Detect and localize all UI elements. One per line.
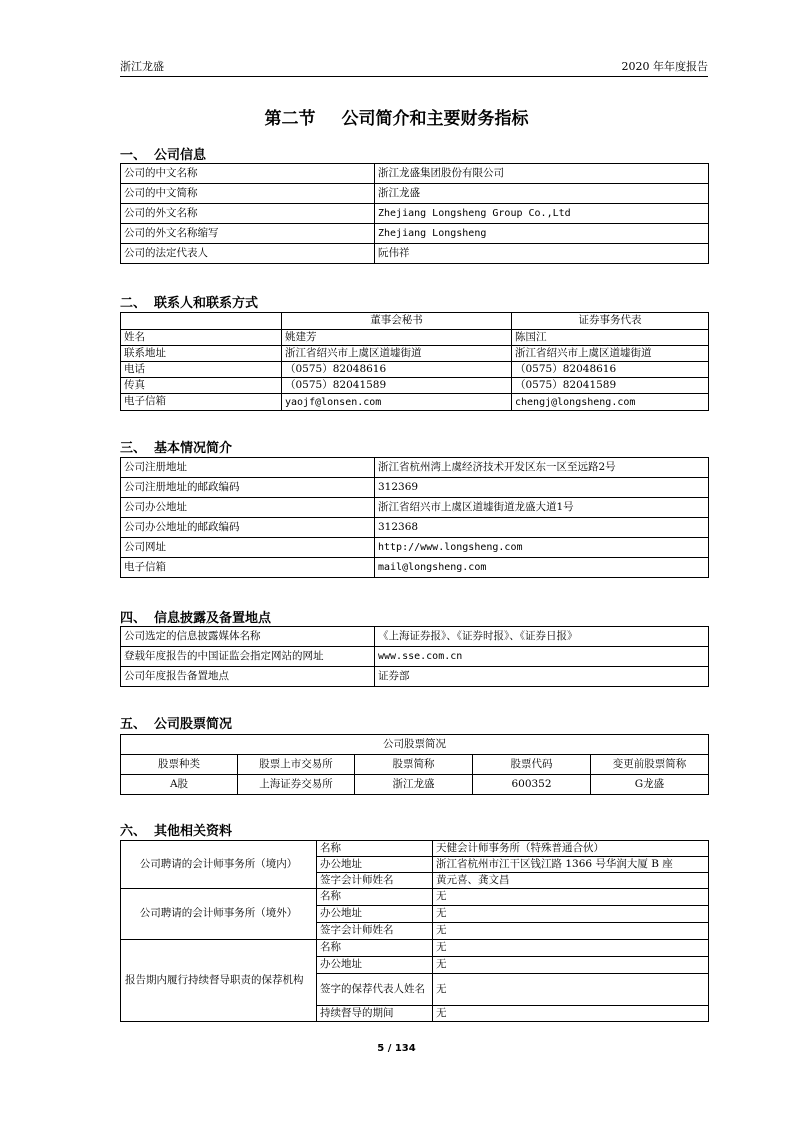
table-row: 姓名 姚建芳 陈国江 xyxy=(121,330,709,346)
heading-disclosure: 四、 信息披露及备置地点 xyxy=(120,611,272,626)
header-report-title: 2020 年年度报告 xyxy=(621,60,708,73)
section-title xyxy=(0,104,793,129)
table-row: 办公地址 无 xyxy=(121,957,709,974)
header-company: 浙江龙盛 xyxy=(120,60,164,73)
table-row: 公司的法定代表人 阮伟祥 xyxy=(121,244,709,264)
heading-stock: 五、 公司股票简况 xyxy=(120,717,233,732)
table-row: 公司的外文名称 Zhejiang Longsheng Group Co.,Ltd xyxy=(121,204,709,224)
page-number: 5 / 134 xyxy=(377,1043,416,1054)
stock-table xyxy=(120,734,709,795)
heading-other-info: 六、 其他相关资料 xyxy=(120,824,233,839)
table-row: 公司聘请的会计师事务所（境外） 名称 无 xyxy=(121,889,709,906)
table-row: 公司办公地址的邮政编码 312368 xyxy=(121,518,709,538)
contacts-table xyxy=(120,312,709,411)
table-row: 传真 （0575）82041589 （0575）82041589 xyxy=(121,378,709,394)
table-row: 公司年度报告备置地点 证券部 xyxy=(121,667,709,687)
table-title-row: 公司股票简况 xyxy=(121,735,709,755)
table-row: 办公地址 无 xyxy=(121,906,709,923)
heading-company-info: 一、 公司信息 xyxy=(120,148,207,163)
section-number: 第二节 xyxy=(264,109,316,129)
table-row: 办公地址 浙江省杭州市江干区钱江路 1366 号华润大厦 B 座 xyxy=(121,857,709,873)
page-header xyxy=(120,56,708,77)
table-row: 报告期内履行持续督导职责的保荐机构 名称 无 xyxy=(121,940,709,957)
table-row: 电子信箱 mail@longsheng.com xyxy=(121,558,709,578)
section-name: 公司简介和主要财务指标 xyxy=(341,109,529,129)
table-row: 签字会计师姓名 无 xyxy=(121,923,709,940)
table-row: 公司的外文名称缩写 Zhejiang Longsheng xyxy=(121,224,709,244)
heading-contacts: 二、 联系人和联系方式 xyxy=(120,296,259,311)
table-row: 签字会计师姓名 黄元喜、龚文昌 xyxy=(121,873,709,889)
table-row: 持续督导的期间 无 xyxy=(121,1006,709,1022)
table-row: 联系地址 浙江省绍兴市上虞区道墟街道 浙江省绍兴市上虞区道墟街道 xyxy=(121,346,709,362)
basic-info-table xyxy=(120,457,709,578)
company-info-table xyxy=(120,163,709,264)
table-row: 公司选定的信息披露媒体名称 《上海证券报》、《证券时报》、《证券日报》 xyxy=(121,627,709,647)
table-header-row: 股票种类 股票上市交易所 股票简称 股票代码 变更前股票简称 xyxy=(121,755,709,775)
table-row: 电子信箱 yaojf@lonsen.com chengj@longsheng.com xyxy=(121,394,709,411)
disclosure-table xyxy=(120,626,709,687)
table-row: 公司的中文名称 浙江龙盛集团股份有限公司 xyxy=(121,164,709,184)
table-header-row: 董事会秘书 证券事务代表 xyxy=(121,313,709,330)
table-row: 签字的保荐代表人姓名 无 xyxy=(121,974,709,1006)
table-row: 公司注册地址 浙江省杭州湾上虞经济技术开发区东一区至远路2号 xyxy=(121,458,709,478)
table-row: 公司的中文简称 浙江龙盛 xyxy=(121,184,709,204)
other-info-table xyxy=(120,840,709,1022)
table-row: 公司办公地址 浙江省绍兴市上虞区道墟街道龙盛大道1号 xyxy=(121,498,709,518)
table-row: 公司聘请的会计师事务所（境内） 名称 天健会计师事务所（特殊普通合伙） xyxy=(121,841,709,857)
table-row: 电话 （0575）82048616 （0575）82048616 xyxy=(121,362,709,378)
table-row: A股 上海证券交易所 浙江龙盛 600352 G龙盛 xyxy=(121,775,709,795)
table-row: 公司网址 http://www.longsheng.com xyxy=(121,538,709,558)
table-row: 公司注册地址的邮政编码 312369 xyxy=(121,478,709,498)
table-row: 登载年度报告的中国证监会指定网站的网址 www.sse.com.cn xyxy=(121,647,709,667)
heading-basic-info: 三、 基本情况简介 xyxy=(120,441,233,456)
